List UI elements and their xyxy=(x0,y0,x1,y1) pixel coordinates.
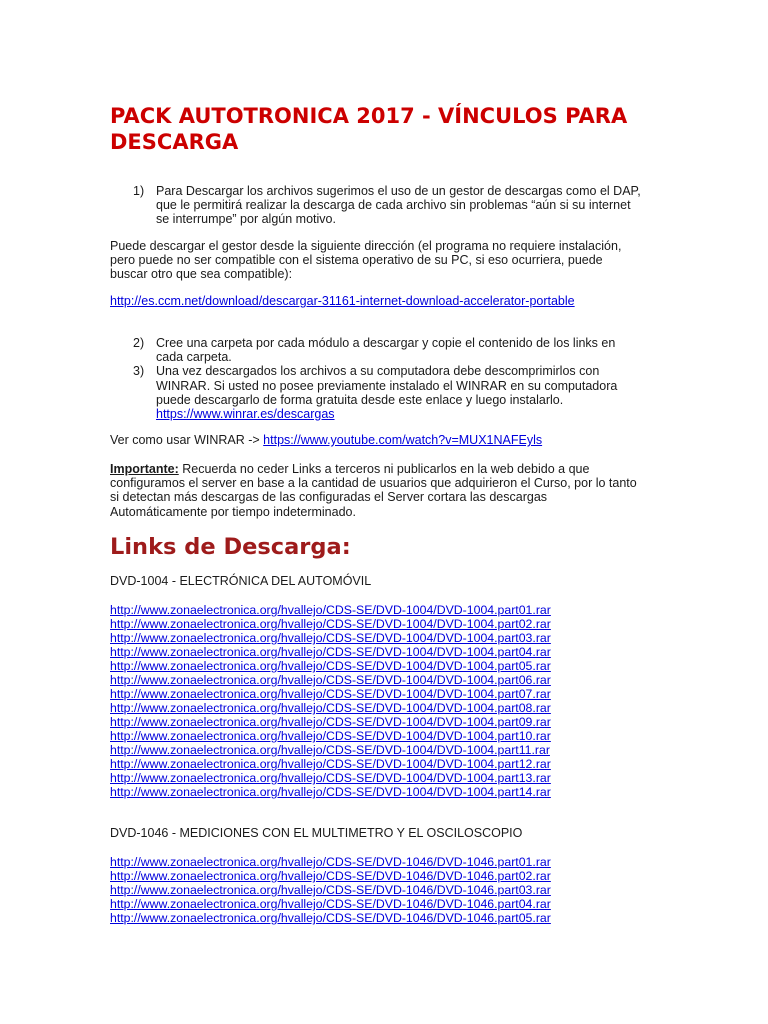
step-number: 3) xyxy=(133,364,145,379)
list-item-step-3 xyxy=(110,364,670,421)
list-item-step-1 xyxy=(110,184,670,227)
important-line: Automáticamente por tiempo indeterminado. xyxy=(110,504,356,519)
paragraph-line: buscar otro que sea compatible): xyxy=(110,267,293,282)
paragraph-line: Puede descargar el gestor desde la siguiente dirección (el programa no requiere instalación, xyxy=(110,239,622,253)
download-link[interactable]: http://www.zonaelectronica.org/hvallejo/CDS-SE/DVD-1004/DVD-1004.part11.rar xyxy=(110,743,550,757)
winrar-video-line xyxy=(110,433,670,447)
winrar-video-text: Ver como usar WINRAR -> xyxy=(110,433,264,447)
gestor-link-line xyxy=(110,294,670,308)
step-1-line: se interrumpe” por algún motivo. xyxy=(156,212,336,227)
step-2-line: Cree una carpeta por cada módulo a descargar y copie el contenido de los links en xyxy=(156,336,616,350)
download-link[interactable]: http://www.zonaelectronica.org/hvallejo/CDS-SE/DVD-1046/DVD-1046.part03.rar xyxy=(110,883,551,897)
download-link[interactable]: http://www.zonaelectronica.org/hvallejo/CDS-SE/DVD-1004/DVD-1004.part10.rar xyxy=(110,729,551,743)
links-heading: Links de Descarga: xyxy=(110,534,351,560)
important-label: Importante: xyxy=(110,462,179,476)
download-link[interactable]: http://www.zonaelectronica.org/hvallejo/CDS-SE/DVD-1046/DVD-1046.part01.rar xyxy=(110,855,551,869)
step-2-line: cada carpeta. xyxy=(156,350,232,365)
step-list-1 xyxy=(110,184,670,227)
download-link[interactable]: http://www.zonaelectronica.org/hvallejo/CDS-SE/DVD-1004/DVD-1004.part08.rar xyxy=(110,701,551,715)
important-line: configuramos el server en base a la cantidad de usuarios que adquirieron el Curso, por lo tanto xyxy=(110,476,637,491)
paragraph-line: pero puede no ser compatible con el sistema operativo de su PC, si eso ocurriera, puede xyxy=(110,253,603,268)
gestor-download-link[interactable]: http://es.ccm.net/download/descargar-31161-internet-download-accelerator-portable xyxy=(110,294,575,308)
list-item-step-2 xyxy=(110,336,670,364)
document-title: PACK AUTOTRONICA 2017 - VÍNCULOS PARA DESCARGA xyxy=(110,104,628,154)
download-link[interactable]: http://www.zonaelectronica.org/hvallejo/CDS-SE/DVD-1004/DVD-1004.part09.rar xyxy=(110,715,551,729)
download-link[interactable]: http://www.zonaelectronica.org/hvallejo/CDS-SE/DVD-1046/DVD-1046.part02.rar xyxy=(110,869,551,883)
download-link[interactable]: http://www.zonaelectronica.org/hvallejo/CDS-SE/DVD-1046/DVD-1046.part05.rar xyxy=(110,911,551,925)
dvd-1046-heading: DVD-1046 - MEDICIONES CON EL MULTIMETRO Y EL OSCILOSCOPIO xyxy=(110,826,523,840)
download-link[interactable]: http://www.zonaelectronica.org/hvallejo/CDS-SE/DVD-1046/DVD-1046.part04.rar xyxy=(110,897,551,911)
download-link[interactable]: http://www.zonaelectronica.org/hvallejo/CDS-SE/DVD-1004/DVD-1004.part04.rar xyxy=(110,645,551,659)
download-link[interactable]: http://www.zonaelectronica.org/hvallejo/CDS-SE/DVD-1004/DVD-1004.part06.rar xyxy=(110,673,551,687)
download-link[interactable]: http://www.zonaelectronica.org/hvallejo/CDS-SE/DVD-1004/DVD-1004.part05.rar xyxy=(110,659,551,673)
dvd-1004-link-list xyxy=(110,603,551,799)
download-link[interactable]: http://www.zonaelectronica.org/hvallejo/CDS-SE/DVD-1004/DVD-1004.part01.rar xyxy=(110,603,551,617)
important-text: Recuerda no ceder Links a terceros ni publicarlos en la web debido a que xyxy=(178,462,590,476)
dvd-1046-link-list xyxy=(110,855,551,925)
download-link[interactable]: http://www.zonaelectronica.org/hvallejo/CDS-SE/DVD-1004/DVD-1004.part03.rar xyxy=(110,631,551,645)
download-link[interactable]: http://www.zonaelectronica.org/hvallejo/CDS-SE/DVD-1004/DVD-1004.part13.rar xyxy=(110,771,551,785)
gestor-paragraph xyxy=(110,239,670,282)
dvd-1004-heading: DVD-1004 - ELECTRÓNICA DEL AUTOMÓVIL xyxy=(110,574,372,588)
important-notice xyxy=(110,462,670,519)
step-number: 1) xyxy=(133,184,145,198)
step-1-line: Para Descargar los archivos sugerimos el uso de un gestor de descargas como el DAP, xyxy=(156,184,641,198)
winrar-download-link[interactable]: https://www.winrar.es/descargas xyxy=(156,407,335,422)
step-3-line: Una vez descargados los archivos a su computadora debe descomprimirlos con xyxy=(156,364,600,379)
download-link[interactable]: http://www.zonaelectronica.org/hvallejo/CDS-SE/DVD-1004/DVD-1004.part02.rar xyxy=(110,617,551,631)
step-3-line: puede descargarlo de forma gratuita desde este enlace y luego instalarlo. xyxy=(156,392,564,407)
step-3-line: WINRAR. Si usted no posee previamente instalado el WINRAR en su computadora xyxy=(156,378,618,393)
download-link[interactable]: http://www.zonaelectronica.org/hvallejo/CDS-SE/DVD-1004/DVD-1004.part07.rar xyxy=(110,687,551,701)
download-link[interactable]: http://www.zonaelectronica.org/hvallejo/CDS-SE/DVD-1004/DVD-1004.part12.rar xyxy=(110,757,551,771)
winrar-video-link[interactable]: https://www.youtube.com/watch?v=MUX1NAFEyls xyxy=(263,433,543,447)
step-number: 2) xyxy=(133,336,145,350)
step-1-line: que le permitirá realizar la descarga de cada archivo sin problemas “aún si su internet xyxy=(156,198,631,213)
important-line: si detectan más descargas de las configuradas el Server cortara las descargas xyxy=(110,490,548,505)
step-list-2 xyxy=(110,336,670,421)
download-link[interactable]: http://www.zonaelectronica.org/hvallejo/CDS-SE/DVD-1004/DVD-1004.part14.rar xyxy=(110,785,551,799)
